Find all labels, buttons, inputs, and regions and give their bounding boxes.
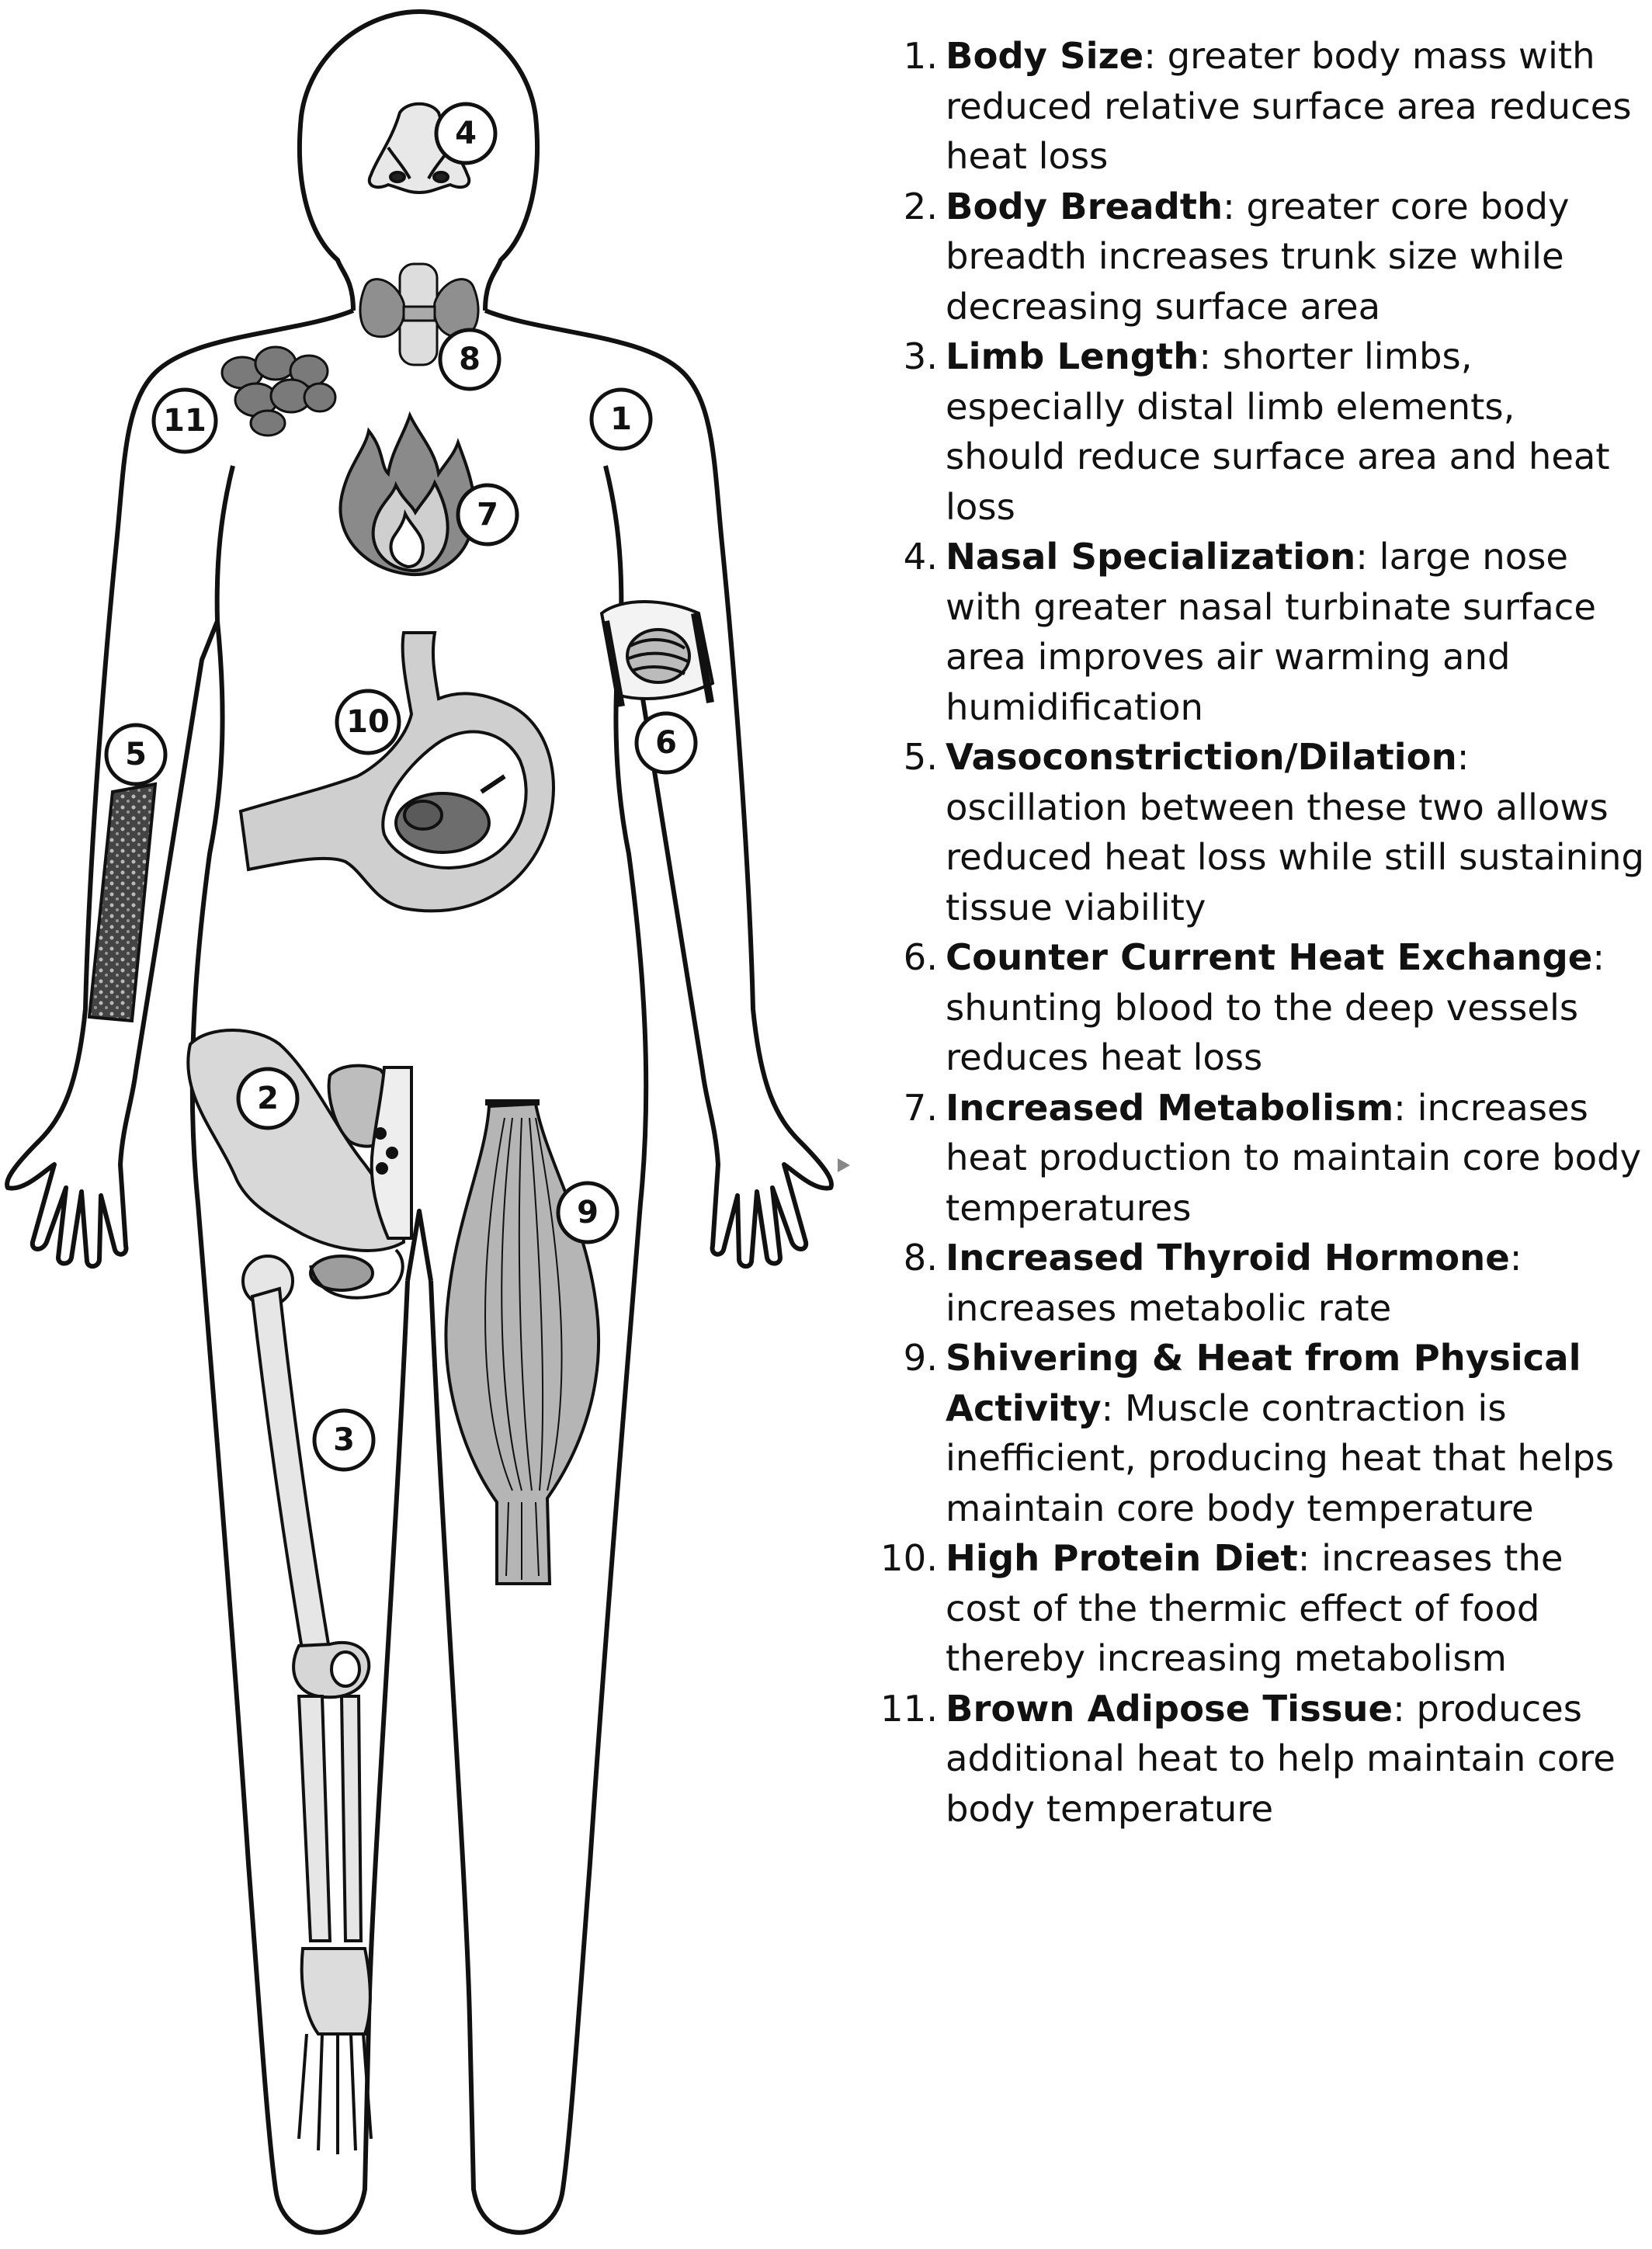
marker-4-label: 4	[455, 116, 477, 151]
marker-10-label: 10	[346, 704, 390, 740]
stomach-illustration	[241, 633, 554, 911]
marker-1	[592, 390, 651, 449]
legend-description: : increases the cost of the thermic effect of food thereby increasing metabolism	[946, 1537, 1564, 1679]
legend-item-5	[862, 732, 1646, 932]
legend-list	[862, 31, 1646, 1834]
legend-description: : increases metabolic rate	[946, 1237, 1522, 1329]
legend-description: : shunting blood to the deep vessels reduces heat loss	[946, 936, 1605, 1078]
legend-term: Vasoconstriction/Dilation	[946, 736, 1457, 778]
marker-5	[106, 725, 165, 784]
legend-term: Body Breadth	[946, 185, 1223, 227]
legend-item-10	[862, 1533, 1646, 1684]
legend-description: : Muscle contraction is inefficient, producing heat that helps maintain core body temperature	[946, 1387, 1615, 1529]
marker-3-label: 3	[333, 1422, 355, 1458]
marker-11	[154, 390, 216, 452]
legend-description: : produces additional heat to help maintain core body temperature	[946, 1687, 1616, 1830]
legend-term: Nasal Specialization	[946, 536, 1356, 578]
legend-item-4	[862, 532, 1646, 732]
marker-6-label: 6	[655, 725, 677, 761]
legend-item-9	[862, 1333, 1646, 1533]
marker-8-label: 8	[459, 342, 481, 377]
legend-term: Increased Metabolism	[946, 1086, 1394, 1129]
marker-7-label: 7	[477, 497, 498, 533]
marker-9	[558, 1183, 617, 1242]
legend-number: 3.	[903, 335, 938, 377]
legend-item-8	[862, 1233, 1646, 1333]
legend-term: Limb Length	[946, 335, 1199, 377]
muscle-illustration	[446, 1102, 599, 1584]
legend-description: : greater core body breadth increases trunk size while decreasing surface area	[946, 185, 1570, 328]
pointer-arrow-icon	[838, 1158, 850, 1172]
marker-4	[436, 104, 495, 163]
legend-term: Body Size	[946, 35, 1144, 77]
marker-8	[440, 330, 499, 389]
legend-number: 2.	[903, 185, 938, 227]
legend-number: 6.	[903, 936, 938, 978]
heat-exchange-illustration	[602, 602, 713, 706]
legend-item-11	[862, 1684, 1646, 1834]
legend-term: Counter Current Heat Exchange	[946, 936, 1593, 978]
legend-term: Increased Thyroid Hormone	[946, 1237, 1510, 1279]
legend-number: 1.	[903, 35, 938, 77]
blood-vessel-illustration	[89, 784, 155, 1021]
marker-5-label: 5	[125, 737, 147, 772]
pelvis-illustration	[188, 1030, 411, 1298]
marker-2	[238, 1069, 297, 1128]
legend-term: Brown Adipose Tissue	[946, 1687, 1393, 1730]
legend-description: : increases heat production to maintain core body temperatures	[946, 1086, 1642, 1229]
legend-number: 10.	[880, 1537, 938, 1579]
marker-1-label: 1	[610, 401, 632, 437]
brown-adipose-illustration	[222, 347, 335, 436]
marker-7	[458, 485, 517, 544]
legend-number: 11.	[880, 1687, 938, 1730]
flame-illustration	[340, 415, 474, 574]
legend-number: 8.	[903, 1237, 938, 1279]
marker-3	[314, 1411, 373, 1470]
legend-item-7	[862, 1083, 1646, 1234]
legend-description: : shorter limbs, especially distal limb elements, should reduce surface area and heat loss	[946, 335, 1610, 528]
legend-number: 9.	[903, 1337, 938, 1379]
legend-item-2	[862, 182, 1646, 332]
legend-item-1	[862, 31, 1646, 182]
legend-number: 7.	[903, 1086, 938, 1129]
marker-9-label: 9	[577, 1195, 599, 1230]
marker-10	[337, 691, 399, 753]
legend-number: 4.	[903, 536, 938, 578]
legend-description: : large nose with greater nasal turbinate surface area improves air warming and humidification	[946, 536, 1596, 728]
legend-description: : greater body mass with reduced relative surface area reduces heat loss	[946, 35, 1632, 177]
marker-11-label: 11	[163, 403, 206, 439]
marker-6	[637, 713, 696, 772]
legend-item-6	[862, 932, 1646, 1083]
legend-item-3	[862, 331, 1646, 532]
legend-term: High Protein Diet	[946, 1537, 1298, 1579]
legend-description: : oscillation between these two allows reduced heat loss while still sustaining tissue viability	[946, 736, 1645, 928]
legend-term: Shivering & Heat from Physical Activity	[946, 1337, 1581, 1429]
legend-number: 5.	[903, 736, 938, 778]
marker-2-label: 2	[257, 1081, 279, 1116]
